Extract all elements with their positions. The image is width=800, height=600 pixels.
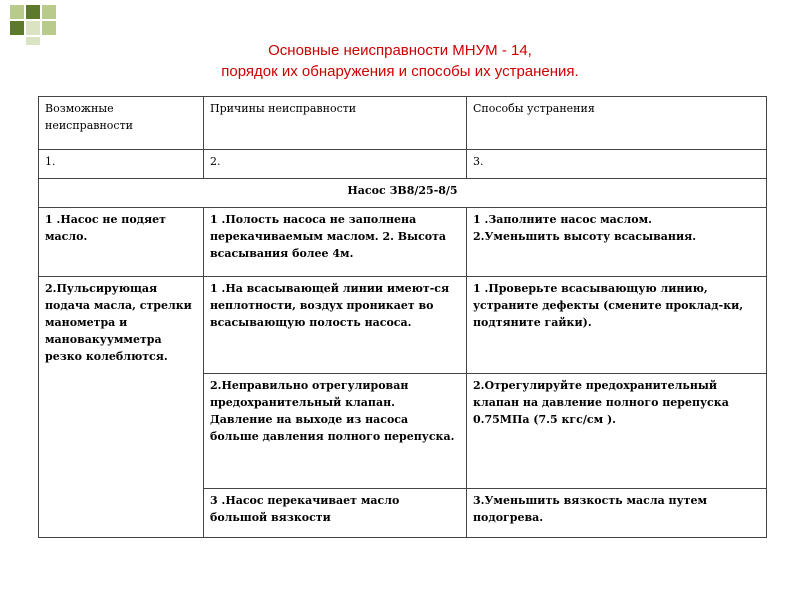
number-cell: 2. xyxy=(204,150,467,179)
cause-cell: 2.Неправильно отрегулирован предохранительный клапан. Давление на выходе из насоса больше давления полного перепуска. xyxy=(204,374,467,489)
cause-cell: 1 .На всасывающей линии имеют-ся неплотности, воздух проникает во всасывающую полость насоса. xyxy=(204,277,467,374)
remedy-cell: 3.Уменьшить вязкость масла путем подогрева. xyxy=(467,489,767,538)
cause-cell: 1 .Полость насоса не заполнена перекачиваемым маслом. 2. Высота всасывания более 4м. xyxy=(204,208,467,277)
remedy-line: 1 .Заполните насос маслом. xyxy=(473,213,652,226)
header-cell: Причины неисправности xyxy=(204,97,467,150)
faults-table xyxy=(38,96,767,538)
table-row xyxy=(39,208,767,277)
cause-cell: 3 .Насос перекачивает масло большой вязкости xyxy=(204,489,467,538)
remedy-cell: 1 .Проверьте всасывающую линию, устраните дефекты (смените проклад-ки, подтяните гайки). xyxy=(467,277,767,374)
header-cell: Возможные неисправности xyxy=(39,97,204,150)
table-row xyxy=(39,277,767,374)
fault-cell: 1 .Насос не подяет масло. xyxy=(39,208,204,277)
remedy-cell xyxy=(467,208,767,277)
number-cell: 3. xyxy=(467,150,767,179)
remedy-cell: 2.Отрегулируйте предохранительный клапан на давление полного перепуска 0.75МПа (7.5 кгс/см ). xyxy=(467,374,767,489)
title-line-2: порядок их обнаружения и способы их устранения. xyxy=(221,63,579,80)
title-line-1: Основные неисправности МНУМ - 14, xyxy=(268,42,532,59)
remedy-line: 2.Уменьшить высоту всасывания. xyxy=(473,230,697,243)
header-cell: Способы устранения xyxy=(467,97,767,150)
section-row xyxy=(39,179,767,208)
number-cell: 1. xyxy=(39,150,204,179)
fault-cell: 2.Пульсирующая подача масла, стрелки манометра и мановакуумметра резко колеблются. xyxy=(39,277,204,538)
number-row xyxy=(39,150,767,179)
section-title: Насос ЗВ8/25-8/5 xyxy=(39,179,767,208)
header-row xyxy=(39,97,767,150)
page-title xyxy=(0,40,800,82)
